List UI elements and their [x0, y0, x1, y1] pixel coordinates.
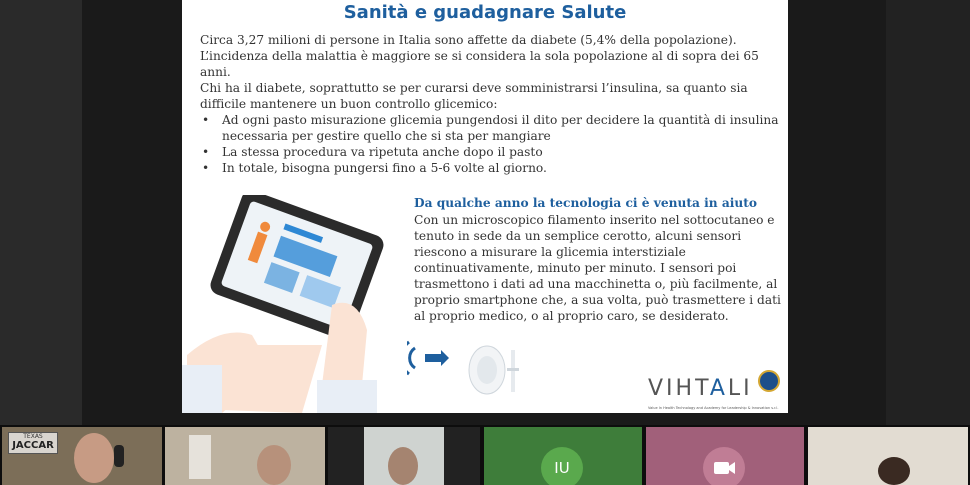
logo-part: VIHT [648, 376, 710, 401]
participant-face [878, 457, 910, 485]
frame-decoration [189, 435, 211, 479]
participant-video-tile[interactable] [808, 427, 968, 485]
camera-off-avatar [703, 447, 745, 485]
slide-title: Sanità e guadagnare Salute [343, 2, 627, 23]
tablet-illustration [182, 195, 432, 413]
seal-icon [758, 370, 780, 392]
plate-top-text: TEXAS [23, 433, 43, 440]
bullet-glyph: • [202, 145, 210, 159]
background-left [0, 0, 82, 425]
logo-part: LI [727, 376, 753, 401]
headset-icon [114, 445, 124, 467]
vihtali-logo [648, 368, 784, 408]
bullet-text: La stessa procedura va ripetuta anche dopo il pasto [222, 145, 543, 159]
participant-avatar-tile[interactable] [484, 427, 642, 485]
participant-avatar-tile[interactable] [646, 427, 804, 485]
slide-paragraph-2: Chi ha il diabete, soprattutto se per curarsi deve somministrarsi l’insulina, sa quanto sia difficile mantenere un buon controllo glicemico: [200, 81, 748, 111]
video-camera-icon [703, 447, 745, 485]
logo-wordmark [648, 376, 753, 401]
slide-subheading: Da qualche anno la tecnologia ci è venuta in aiuto [414, 196, 757, 210]
logo-part: A [709, 376, 728, 401]
bullet-text: In totale, bisogna pungersi fino a 5-6 volte al giorno. [222, 161, 547, 175]
list-item [200, 160, 780, 176]
bullet-text: Ad ogni pasto misurazione glicemia pungendosi il dito per decidere la quantità di insulina necessaria per gestire quello che si sta per mangiare [222, 113, 779, 143]
license-plate [8, 432, 58, 454]
plate-main-text: JACCAR [12, 440, 54, 451]
slide-paragraph-1: Circa 3,27 milioni di persone in Italia sono affette da diabete (5,4% della popolazione). L’incidenza della malattia è maggiore se si considera la sola popolazione al di sopra dei 65 anni. [200, 33, 759, 79]
glucose-sensor-illustration [407, 320, 547, 400]
list-item [200, 112, 780, 144]
slide-right-text: Con un microscopico filamento inserito nel sottocutaneo e tenuto in sede da un semplice cerotto, alcuni sensori riescono a misurare la glicemia interstiziale continuativamente, minuto per minuto. I sensori poi trasmettono i dati ad una macchinetta o, più facilmente, al proprio smartphone che, a sua volta, può trasmettere i dati al proprio medico, o al proprio caro, se desiderato. [414, 213, 781, 323]
participant-face [74, 433, 114, 483]
background-right [886, 0, 970, 425]
bullet-glyph: • [202, 113, 210, 127]
participant-face [388, 447, 418, 485]
slide-bullet-list [200, 112, 780, 176]
bullet-glyph: • [202, 161, 210, 175]
logo-tagline: Value In Health Technology and Academy for Leadership & Innovation s.r.l. [648, 406, 779, 410]
participant-initials-avatar: IU [541, 447, 583, 485]
participant-video-tile[interactable] [328, 427, 480, 485]
participant-face [257, 445, 291, 485]
presentation-slide [182, 0, 788, 413]
list-item [200, 144, 780, 160]
participant-video-tile[interactable] [165, 427, 325, 485]
participant-video-tile[interactable] [2, 427, 162, 485]
participant-strip [0, 425, 970, 485]
